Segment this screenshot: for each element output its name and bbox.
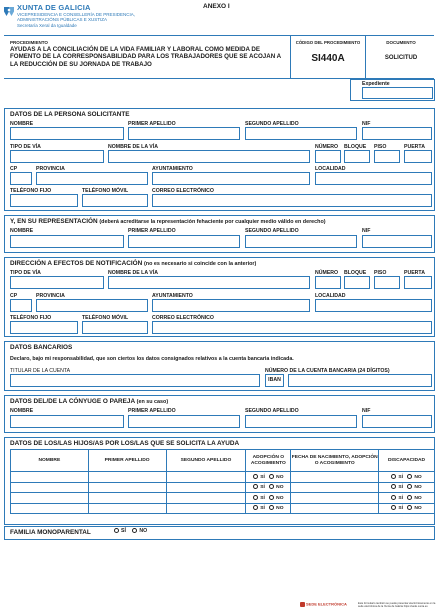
no-label: NO (276, 485, 284, 491)
radio-si[interactable] (253, 495, 258, 500)
radio-no[interactable] (269, 505, 274, 510)
conyuge-note: (en su caso) (136, 399, 169, 405)
cell-apellido1[interactable] (88, 472, 166, 483)
section-hijos-title: DATOS DE LOS/LAS HIJOS/AS POR LOS/LAS QUE SE SOLICITA LA AYUDA (10, 440, 240, 447)
not-label-tipo-via: TIPO DE VÍA (10, 270, 41, 276)
cell-apellido1[interactable] (88, 482, 166, 493)
si-label: SÍ (260, 495, 265, 501)
cell-apellido1[interactable] (88, 503, 166, 514)
not-correo-field[interactable] (152, 321, 432, 334)
not-piso-field[interactable] (374, 276, 400, 289)
radio-si[interactable] (391, 505, 396, 510)
cell-fecha[interactable] (291, 493, 379, 504)
cell-nombre[interactable] (11, 503, 89, 514)
procedure-title: AYUDAS A LA CONCILIACIÓN DE LA VIDA FAMILIAR Y LABORAL COMO MEDIDA DE FOMENTO DE LA CORRESPONSABILIDAD PARA LOS TRABAJADORES QUE SE ACOJAN A LA REDUCCIÓN DE SU JORNADA DE TRABAJO (10, 46, 281, 68)
not-label-nombre-via: NOMBRE DE LA VÍA (108, 270, 158, 276)
label-tel-fijo: TELÉFONO FIJO (10, 188, 52, 194)
not-label-cp: CP (10, 293, 18, 299)
dept-line-1: VICEPRESIDENCIA E CONSELLERÍA DE PRESIDENCIA, (17, 12, 136, 17)
col-adopcion (246, 450, 291, 472)
cony-label-nombre: NOMBRE (10, 408, 34, 414)
doc-label: DOCUMENTO (386, 40, 416, 45)
si-label: SÍ (398, 506, 403, 512)
iban-box (265, 374, 284, 387)
doc-value: SOLICITUD (384, 55, 418, 61)
solicitante-ayuntamiento-field[interactable] (152, 172, 310, 185)
dept-line-2: ADMINISTRACIÓNS PÚBLICAS E XUSTIZA (17, 17, 108, 22)
no-label: NO (276, 506, 284, 512)
label-puerta: PUERTA (404, 144, 425, 150)
solicitante-cp-field[interactable] (10, 172, 32, 185)
not-cp-field[interactable] (10, 299, 32, 312)
cell-fecha[interactable] (291, 482, 379, 493)
not-puerta-field[interactable] (404, 276, 432, 289)
cony-label-apellido2: SEGUNDO APELLIDO (245, 408, 299, 414)
si-label: SÍ (398, 485, 403, 491)
rep-apellido2-field[interactable] (245, 235, 357, 248)
cell-fecha[interactable] (291, 472, 379, 483)
section-bancarios-title: DATOS BANCARIOS (10, 344, 73, 351)
no-label: NO (276, 495, 284, 501)
label-nombre-via: NOMBRE DE LA VÍA (108, 144, 158, 150)
radio-no[interactable] (407, 495, 412, 500)
cell-discapacidad (379, 493, 435, 504)
solicitante-puerta-field[interactable] (404, 150, 432, 163)
radio-no[interactable] (269, 474, 274, 479)
not-tipo-via-field[interactable] (10, 276, 104, 289)
cell-apellido2[interactable] (166, 493, 246, 504)
rep-label-nif: NIF (362, 228, 371, 234)
label-numero: NÚMERO (315, 144, 339, 150)
footer-sede: SEDE ELECTRÓNICA (306, 601, 347, 607)
not-label-numero: NÚMERO (315, 270, 339, 276)
cell-fecha[interactable] (291, 503, 379, 514)
table-row (11, 472, 435, 483)
radio-si[interactable] (391, 474, 396, 479)
cell-adopcion (246, 503, 291, 514)
rep-label-nombre: NOMBRE (10, 228, 34, 234)
cell-nombre[interactable] (11, 482, 89, 493)
label-nif: NIF (362, 121, 371, 127)
radio-no[interactable] (407, 484, 412, 489)
code-label: CÓDIGO DEL PROCEDIMIENTO (295, 40, 361, 45)
col-apellido2: SEGUNDO APELLIDO (166, 450, 246, 472)
not-provincia-field[interactable] (36, 299, 148, 312)
solicitante-correo-field[interactable] (152, 194, 432, 207)
not-label-localidad: LOCALIDAD (315, 293, 346, 299)
not-label-bloque: BLOQUE (344, 270, 367, 276)
cony-apellido1-field[interactable] (128, 415, 240, 428)
rep-label-apellido2: SEGUNDO APELLIDO (245, 228, 299, 234)
radio-no[interactable] (407, 474, 412, 479)
no-label: NO (414, 506, 422, 512)
solicitante-numero-field[interactable] (315, 150, 341, 163)
radio-no[interactable] (407, 505, 412, 510)
rep-nombre-field[interactable] (10, 235, 124, 248)
iban-field[interactable] (288, 374, 432, 387)
cell-adopcion (246, 493, 291, 504)
col-adopcion-label: ADOPCIÓN O ACOGIMIENTO (250, 454, 286, 466)
not-localidad-field[interactable] (315, 299, 432, 312)
solicitante-localidad-field[interactable] (315, 172, 432, 185)
label-ayuntamiento: AYUNTAMIENTO (152, 166, 193, 172)
footer-note: Este formulario también se puede presentar electrónicamente en la sede electrónica de la Xunta de Galicia https://sede.xunta.es (358, 602, 436, 608)
monoparental-title: FAMILIA MONOPARENTAL (10, 529, 91, 536)
not-label-provincia: PROVINCIA (36, 293, 65, 299)
cell-apellido1[interactable] (88, 493, 166, 504)
expediente-field[interactable] (362, 87, 433, 99)
label-cp: CP (10, 166, 18, 172)
monoparental-radio-no[interactable] (132, 528, 137, 533)
cony-label-apellido1: PRIMER APELLIDO (128, 408, 176, 414)
table-row (11, 503, 435, 514)
label-apellido1: PRIMER APELLIDO (128, 121, 176, 127)
procedure-label: PROCEDIMIENTO (10, 40, 48, 45)
cony-label-nif: NIF (362, 408, 371, 414)
solicitante-nif-field[interactable] (362, 127, 432, 140)
col-nombre: NOMBRE (11, 450, 89, 472)
solicitante-piso-field[interactable] (374, 150, 400, 163)
not-tel-movil-field[interactable] (82, 321, 148, 334)
no-label: NO (414, 485, 422, 491)
label-apellido2: SEGUNDO APELLIDO (245, 121, 299, 127)
solicitante-tel-fijo-field[interactable] (10, 194, 78, 207)
titular-field[interactable] (10, 374, 260, 387)
radio-si[interactable] (391, 495, 396, 500)
dept-line-3: Secretaría Xeral da Igualdade (17, 23, 77, 28)
label-tipo-via: TIPO DE VÍA (10, 144, 41, 150)
col-fecha (291, 450, 379, 472)
notificacion-note: (no es necesario si coincide con la anterior) (143, 261, 257, 267)
solicitante-tel-movil-field[interactable] (82, 194, 148, 207)
not-label-puerta: PUERTA (404, 270, 425, 276)
cell-apellido2[interactable] (166, 482, 246, 493)
representacion-note: (deberá acreditarse la representación fehaciente por cualquier medio válido en derecho) (99, 219, 326, 225)
no-label: NO (414, 495, 422, 501)
not-tel-fijo-field[interactable] (10, 321, 78, 334)
label-titular: TITULAR DE LA CUENTA (10, 368, 71, 374)
label-numero-cuenta: NÚMERO DE LA CUENTA BANCARIA (24 DÍGITOS) (265, 368, 390, 374)
not-label-tel-movil: TELÉFONO MÓVIL (82, 315, 129, 321)
annex-label: ANEXO I (203, 3, 230, 10)
notificacion-title-text: DIRECCIÓN A EFECTOS DE NOTIFICACIÓN (10, 260, 143, 267)
si-label: SÍ (260, 506, 265, 512)
radio-no[interactable] (269, 484, 274, 489)
sede-electronica-icon (300, 602, 305, 607)
conyuge-title-text: DATOS DEL/DE LA CÓNYUGE O PAREJA (10, 398, 135, 405)
rep-nif-field[interactable] (362, 235, 432, 248)
rep-apellido1-field[interactable] (128, 235, 240, 248)
monoparental-no-label: NO (139, 528, 148, 534)
section-notificacion-title (10, 260, 256, 268)
not-label-ayuntamiento: AYUNTAMIENTO (152, 293, 193, 299)
col-apellido1: PRIMER APELLIDO (88, 450, 166, 472)
not-label-correo: CORREO ELECTRÓNICO (152, 315, 214, 321)
solicitante-tipo-via-field[interactable] (10, 150, 104, 163)
radio-no[interactable] (269, 495, 274, 500)
code-value: SI440A (311, 53, 345, 64)
bancarios-declaration: Declaro, bajo mi responsabilidad, que son ciertos los datos consignados relativos a la cuenta bancaria indicada. (10, 356, 294, 362)
not-numero-field[interactable] (315, 276, 341, 289)
label-provincia: PROVINCIA (36, 166, 65, 172)
col-fecha-label: FECHA DE NACIMIENTO, ADOPCIÓN O ACOGIMIENTO (291, 454, 378, 466)
label-nombre: NOMBRE (10, 121, 34, 127)
no-label: NO (414, 474, 422, 480)
cell-nombre[interactable] (11, 493, 89, 504)
si-label: SÍ (260, 485, 265, 491)
cell-apellido2[interactable] (166, 472, 246, 483)
cell-adopcion (246, 472, 291, 483)
no-label: NO (276, 474, 284, 480)
solicitante-bloque-field[interactable] (344, 150, 370, 163)
radio-si[interactable] (253, 505, 258, 510)
cell-apellido2[interactable] (166, 503, 246, 514)
monoparental-options (114, 528, 147, 534)
radio-si[interactable] (391, 484, 396, 489)
label-localidad: LOCALIDAD (315, 166, 346, 172)
radio-si[interactable] (253, 474, 258, 479)
not-label-piso: PISO (374, 270, 387, 276)
not-bloque-field[interactable] (344, 276, 370, 289)
org-name: XUNTA DE GALICIA (17, 3, 91, 12)
solicitante-apellido2-field[interactable] (245, 127, 357, 140)
expediente-label: Expediente (362, 81, 390, 87)
xunta-logo-icon (3, 4, 15, 15)
not-label-tel-fijo: TELÉFONO FIJO (10, 315, 52, 321)
table-row (11, 482, 435, 493)
cony-nombre-field[interactable] (10, 415, 124, 428)
not-ayuntamiento-field[interactable] (152, 299, 310, 312)
solicitante-provincia-field[interactable] (36, 172, 148, 185)
section-conyuge-title (10, 398, 168, 406)
table-row (11, 493, 435, 504)
col-discapacidad: DISCAPACIDAD (379, 450, 435, 472)
iban-label: IBAN (268, 377, 281, 383)
section-representacion-title (10, 218, 326, 226)
label-piso: PISO (374, 144, 387, 150)
monoparental-si-label: SÍ (121, 528, 126, 534)
section-solicitante-title: DATOS DE LA PERSONA SOLICITANTE (10, 111, 130, 118)
cell-discapacidad (379, 482, 435, 493)
cony-apellido2-field[interactable] (245, 415, 357, 428)
solicitante-nombre-via-field[interactable] (108, 150, 310, 163)
cony-nif-field[interactable] (362, 415, 432, 428)
label-correo: CORREO ELECTRÓNICO (152, 188, 214, 194)
label-bloque: BLOQUE (344, 144, 367, 150)
representacion-title-text: Y, EN SU REPRESENTACIÓN (10, 218, 98, 225)
cell-discapacidad (379, 472, 435, 483)
rep-label-apellido1: PRIMER APELLIDO (128, 228, 176, 234)
cell-discapacidad (379, 503, 435, 514)
not-nombre-via-field[interactable] (108, 276, 310, 289)
cell-nombre[interactable] (11, 472, 89, 483)
si-label: SÍ (260, 474, 265, 480)
solicitante-nombre-field[interactable] (10, 127, 124, 140)
radio-si[interactable] (253, 484, 258, 489)
solicitante-apellido1-field[interactable] (128, 127, 240, 140)
label-tel-movil: TELÉFONO MÓVIL (82, 188, 129, 194)
hijos-table (10, 449, 435, 514)
cell-adopcion (246, 482, 291, 493)
si-label: SÍ (398, 474, 403, 480)
si-label: SÍ (398, 495, 403, 501)
monoparental-radio-si[interactable] (114, 528, 119, 533)
